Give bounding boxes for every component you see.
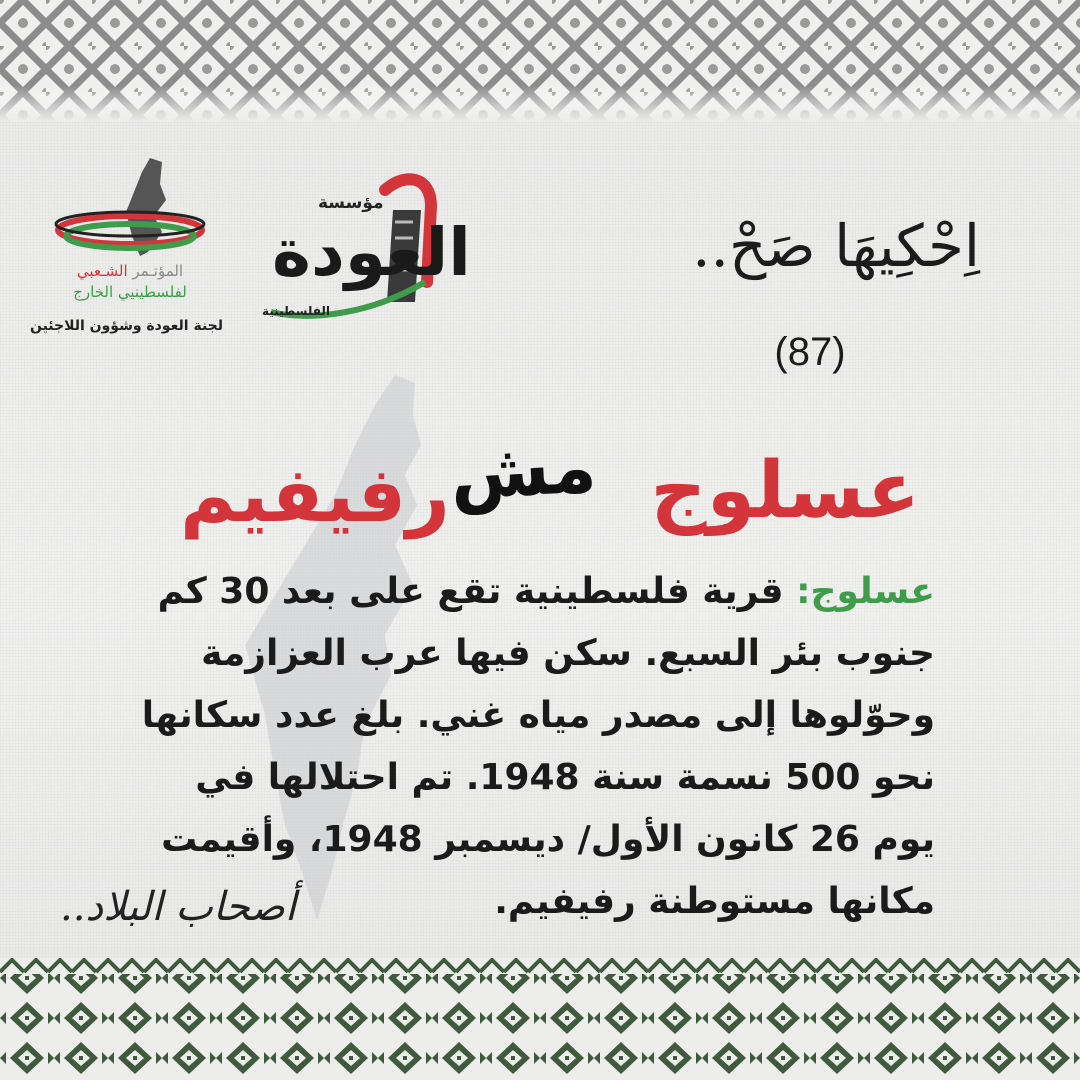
description-line: عسلوج: قرية فلسطينية تقع على بعد 30 كم	[157, 571, 935, 612]
campaign-slogan: اِحْكِيهَا صَحْ..	[692, 212, 980, 280]
kufiya-pattern-top	[0, 0, 1080, 122]
conference-name-line2: لفلسطينيي الخارج	[73, 283, 187, 301]
conference-logo-icon	[20, 152, 235, 342]
headline-connector: مش	[447, 424, 599, 516]
awda-logo-bottom-text: الفلسطينية	[262, 304, 331, 318]
village-description	[140, 566, 935, 938]
embroidery-pattern-bottom	[0, 958, 1080, 1080]
description-line: يوم 26 كانون الأول/ ديسمبر 1948، وأقيمت	[161, 819, 935, 860]
headline	[180, 424, 920, 548]
awda-logo-top-text: مؤسسة	[318, 193, 384, 213]
conference-name-highlight: الشـعبي	[76, 262, 128, 280]
conference-name-line1: المؤتـمر الشـعبي	[76, 262, 184, 280]
description-line: وحوّلوها إلى مصدر مياه غني. بلغ عدد سكانها	[141, 695, 935, 736]
headline-settlement-name: رفيفيم	[180, 450, 450, 539]
description-line: نحو 500 نسمة سنة 1948. تم احتلالها في	[195, 757, 935, 798]
description-line: مكانها مستوطنة رفيفيم.	[494, 881, 935, 922]
conference-committee-name: لجنة العودة وشؤون اللاجئين	[29, 318, 224, 334]
signature-text: أصحاب البلاد..	[60, 884, 296, 930]
episode-number: (87)	[774, 330, 846, 374]
headline-original-name: عسلوج	[650, 446, 920, 536]
awda-logo-wordmark: العودة	[272, 214, 471, 291]
description-line: جنوب بئر السبع. سكن فيها عرب العزازمة	[201, 633, 935, 674]
description-term: عسلوج:	[796, 571, 935, 612]
